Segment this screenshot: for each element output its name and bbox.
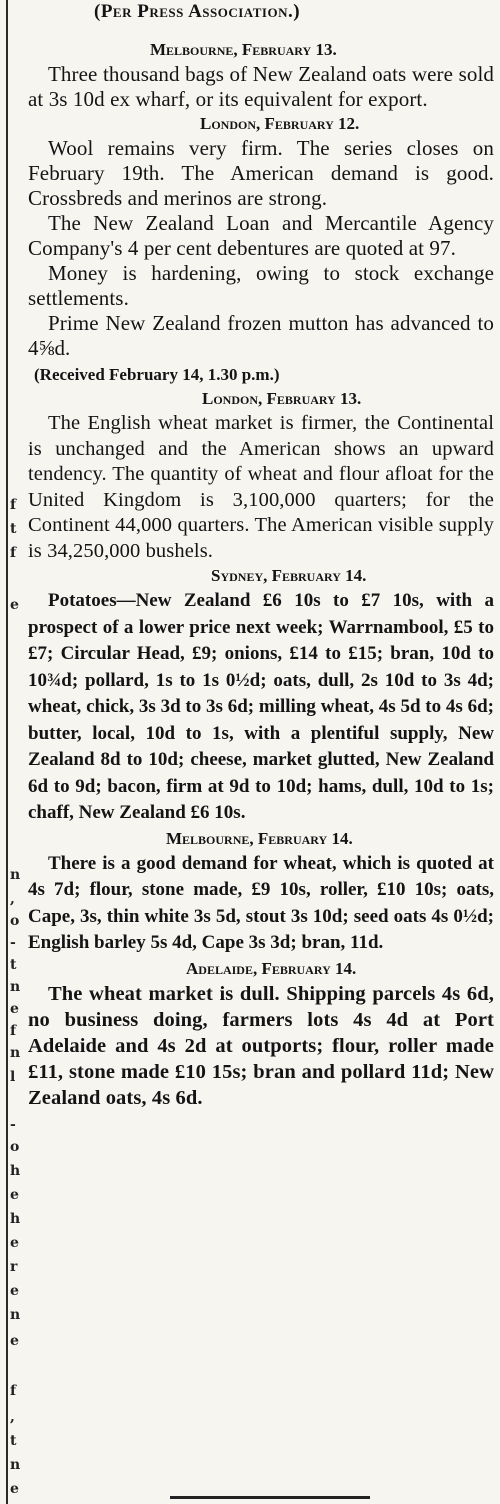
section-melbourne-feb-13 — [28, 38, 494, 112]
gutter-fragment: f — [10, 1383, 17, 1399]
dateline: Melbourne, February 14. — [166, 828, 353, 848]
gutter-fragment: r — [10, 1259, 18, 1275]
dateline: London, February 12. — [200, 114, 360, 133]
dateline: Melbourne, February 13. — [150, 40, 337, 59]
paragraph: Wool remains very firm. The series closes on February 19th. The American demand is good. Crossbreds and merinos are strong. — [28, 136, 494, 210]
gutter-fragment: - — [10, 1117, 16, 1133]
gutter-fragment: e — [10, 1001, 19, 1017]
gutter-fragment: o — [10, 913, 20, 929]
received-timestamp: (Received February 14, 1.30 p.m.) — [34, 365, 280, 384]
agency-credit: (Per Press Association.) — [94, 1, 301, 22]
section-melbourne-feb-14 — [28, 827, 494, 957]
gutter-fragment: n — [10, 1307, 21, 1323]
gutter-fragment: t — [10, 521, 17, 537]
gutter-fragment: - — [10, 935, 16, 951]
gutter-fragment: e — [10, 1187, 19, 1203]
section-sydney-feb-14 — [28, 564, 494, 827]
column-rule — [6, 0, 8, 1504]
gutter-fragment: o — [10, 1139, 20, 1155]
commercial-cablegrams-article — [28, 0, 494, 1111]
gutter-fragment: e — [10, 1333, 19, 1349]
gutter-fragment: n — [10, 1457, 21, 1473]
dateline: Adelaide, February 14. — [186, 958, 357, 978]
gutter-fragment: f — [10, 497, 17, 513]
gutter-fragment: l — [10, 1069, 16, 1085]
gutter-fragment: e — [10, 1235, 19, 1251]
gutter-fragment: h — [10, 1163, 21, 1179]
gutter-fragment: e — [10, 1481, 19, 1497]
dateline: Sydney, February 14. — [211, 566, 367, 585]
paragraph: There is a good demand for wheat, which is quoted at 4s 7d; flour, stone made, £9 10s, roller, £10 10s; oats, Cape, 3s, thin white 3s 5d, stout 3s 10d; seed oats 4s 0½d; English barley 5s 4d, Cape 3s 3d; bran, 11d. — [28, 852, 494, 953]
section-adelaide-feb-14 — [28, 957, 494, 1111]
paragraph: Potatoes—New Zealand £6 10s to £7 10s, with a prospect of a lower price next week; Warrnambool, £5 to £7; Circular Head, £9; onions, £14 to £15; bran, 10d to 10¾d; pollard, 1s to 1s 0½d; oats, dull, 2s 10d to 3s 4d; wheat, chick, 3s 3d to 3s 6d; milling wheat, 4s 5d to 4s 6d; butter, local, 10d to 1s, with a plentiful supply, New Zealand 8d to 10d; cheese, market glutted, New Zealand 6d to 9d; bacon, firm at 9d to 10d; hams, dull, 10d to 1s; chaff, New Zealand £6 10s. — [28, 590, 494, 823]
bottom-rule — [170, 1496, 370, 1499]
gutter-fragment: f — [10, 545, 17, 561]
gutter-fragment: , — [10, 891, 15, 907]
previous-column-gutter — [0, 0, 21, 1504]
paragraph: The English wheat market is firmer, the Continental is unchanged and the American shows an upward tendency. The quantity of wheat and flour afloat for the United Kingdom is 3,100,000 quarters; for the Continent 44,000 quarters. The American visible supply is 34,250,000 bushels. — [28, 412, 494, 562]
paragraph: Three thousand bags of New Zealand oats were sold at 3s 10d ex wharf, or its equivalent for export. — [28, 62, 494, 111]
gutter-fragment: n — [10, 1045, 21, 1061]
paragraph: Money is hardening, owing to stock exchange settlements. — [28, 261, 494, 310]
gutter-fragment: t — [10, 957, 17, 973]
section-london-feb-13 — [28, 363, 494, 564]
dateline: London, February 13. — [202, 389, 362, 408]
paragraph: Prime New Zealand frozen mutton has advanced to 4⅝d. — [28, 311, 494, 360]
gutter-fragment: f — [10, 1023, 17, 1039]
gutter-fragment: e — [10, 1283, 19, 1299]
section-london-feb-12 — [28, 112, 494, 361]
gutter-fragment: n — [10, 979, 21, 995]
paragraph: The wheat market is dull. Shipping parcels 4s 6d, no business doing, farmers lots 4s 4d at Port Adelaide and 4s 2d at outports; flour, roller made £11, stone made £10 15s; bran and pollard 11d; New Zealand oats, 4s 6d. — [28, 982, 494, 1109]
gutter-fragment: h — [10, 1211, 21, 1227]
paragraph: The New Zealand Loan and Mercantile Agency Company's 4 per cent debentures are quoted at 97. — [28, 211, 494, 260]
gutter-fragment: , — [10, 1409, 15, 1425]
gutter-fragment: n — [10, 867, 21, 883]
gutter-fragment: e — [10, 597, 19, 613]
gutter-fragment: t — [10, 1433, 17, 1449]
